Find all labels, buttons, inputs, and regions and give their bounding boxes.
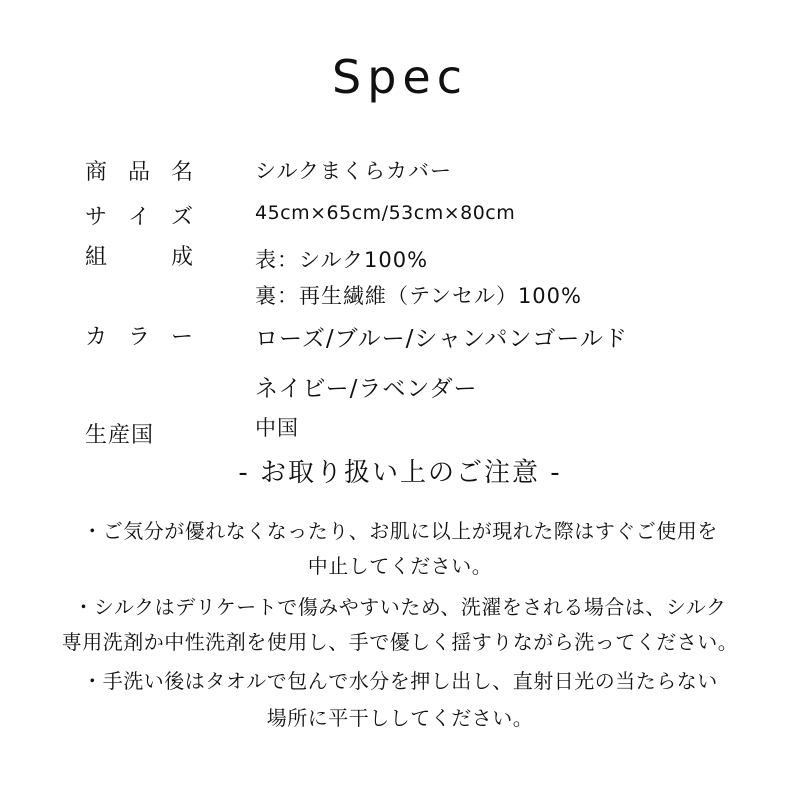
label-char: ズ xyxy=(170,205,193,230)
label-char: カ xyxy=(85,325,108,350)
spec-label-origin: 生産国 xyxy=(85,423,155,448)
spec-value-material-front: 表：シルク100% xyxy=(255,248,429,272)
label-char: 成 xyxy=(170,245,193,270)
spec-label-product-name xyxy=(85,155,193,186)
care-line: 専用洗剤か中性洗剤を使用し、手で優しく揺すりながら洗ってください。 xyxy=(61,630,739,654)
spec-value-color-line1: ローズ/ブルー/シャンパンゴールド xyxy=(255,326,628,352)
label-char: 品 xyxy=(127,160,150,185)
spec-row-product-name xyxy=(0,155,800,195)
label-char: 名 xyxy=(170,160,193,185)
spec-label-color xyxy=(85,320,193,351)
spec-label-size xyxy=(85,200,193,231)
care-line: ・手洗い後はタオルで包んで水分を押し出し、直射日光の当たらない xyxy=(82,669,718,693)
spec-value-material-back: 裏：再生繊維（テンセル）100% xyxy=(255,284,582,308)
label-char: イ xyxy=(127,205,150,230)
spec-row-origin xyxy=(0,412,800,452)
label-char: ラ xyxy=(127,325,150,350)
page-title: Spec xyxy=(332,50,468,104)
care-line: 場所に平干ししてください。 xyxy=(266,706,534,730)
care-line: 中止してください。 xyxy=(307,554,493,578)
label-char: サ xyxy=(85,205,108,230)
spec-label-material xyxy=(85,240,193,271)
spec-value-product-name: シルクまくらカバー xyxy=(255,159,453,183)
spec-value-color-line2: ネイビー/ラベンダー xyxy=(255,376,478,402)
spec-row-color xyxy=(0,320,800,400)
care-heading: - お取り扱い上のご注意 - xyxy=(238,458,562,488)
spec-row-size xyxy=(0,200,800,240)
label-char: 組 xyxy=(85,245,108,270)
label-char: ー xyxy=(170,325,193,350)
care-line: ・シルクはデリケートで傷みやすいため、洗濯をされる場合は、シルク xyxy=(73,595,727,619)
spec-value-size: 45cm×65cm/53cm×80cm xyxy=(255,202,516,224)
label-char: 商 xyxy=(85,160,108,185)
spec-row-material xyxy=(0,240,800,310)
spec-value-origin: 中国 xyxy=(255,416,299,440)
care-line: ・ご気分が優れなくなったり、お肌に以上が現れた際はすぐご使用を xyxy=(82,519,718,543)
